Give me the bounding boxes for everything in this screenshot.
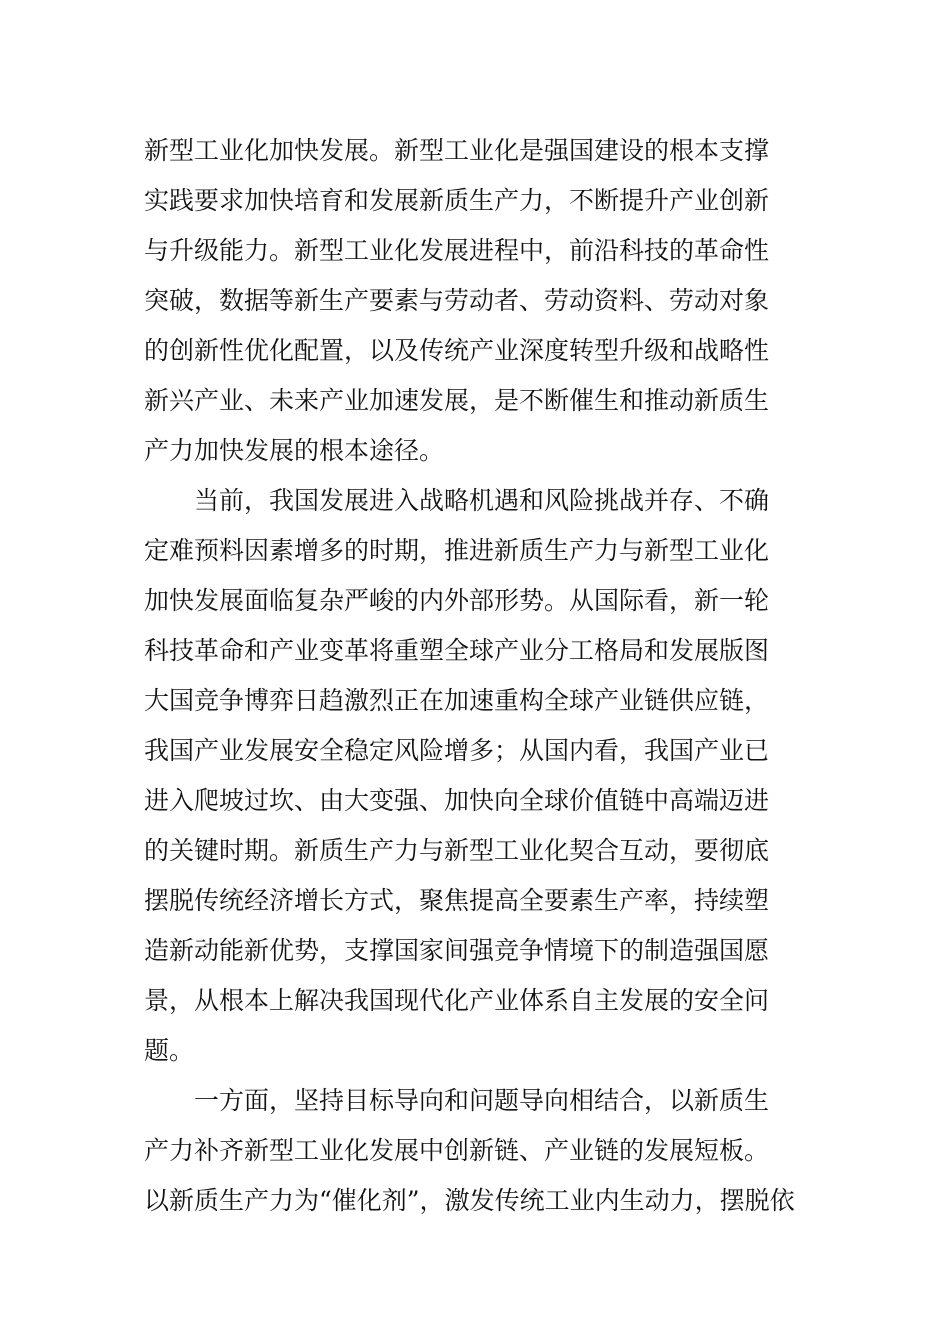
- body-text: [144, 126, 809, 1226]
- text-line: 景，从根本上解决我国现代化产业体系自主发展的安全问: [144, 986, 770, 1015]
- text-line: 以新质生产力为“催化剂”，激发传统工业内生动力，摆脱依: [144, 1186, 795, 1215]
- text-line: 新型工业化加快发展。新型工业化是强国建设的根本支撑: [144, 136, 770, 165]
- text-line: 突破，数据等新生产要素与劳动者、劳动资料、劳动对象: [144, 286, 770, 315]
- text-line: 与升级能力。新型工业化发展进程中，前沿科技的革命性: [144, 236, 770, 265]
- text-line: 当前，我国发展进入战略机遇和风险挑战并存、不确: [194, 486, 770, 515]
- text-line: 新兴产业、未来产业加速发展，是不断催生和推动新质生: [144, 386, 770, 415]
- text-line: 摆脱传统经济增长方式，聚焦提高全要素生产率，持续塑: [144, 886, 770, 915]
- text-line: 造新动能新优势，支撑国家间强竞争情境下的制造强国愿: [144, 936, 770, 965]
- text-line: 进入爬坡过坎、由大变强、加快向全球价值链中高端迈进: [144, 786, 770, 815]
- text-line: 定难预料因素增多的时期，推进新质生产力与新型工业化: [144, 536, 770, 565]
- text-line: 大国竞争博弈日趋激烈正在加速重构全球产业链供应链，: [144, 686, 770, 715]
- text-line: 的关键时期。新质生产力与新型工业化契合互动，要彻底: [144, 836, 770, 865]
- text-line: 产力补齐新型工业化发展中创新链、产业链的发展短板。: [144, 1136, 770, 1165]
- text-line: 一方面，坚持目标导向和问题导向相结合，以新质生: [194, 1086, 770, 1115]
- text-line: 产力加快发展的根本途径。: [144, 436, 445, 465]
- text-line: 题。: [144, 1036, 195, 1065]
- text-line: 科技革命和产业变革将重塑全球产业分工格局和发展版图: [144, 636, 770, 665]
- text-line: 加快发展面临复杂严峻的内外部形势。从国际看，新一轮: [144, 586, 770, 615]
- text-line: 我国产业发展安全稳定风险增多；从国内看，我国产业已: [144, 736, 770, 765]
- text-line: 实践要求加快培育和发展新质生产力，不断提升产业创新: [144, 186, 770, 215]
- text-line: 的创新性优化配置，以及传统产业深度转型升级和战略性: [144, 336, 770, 365]
